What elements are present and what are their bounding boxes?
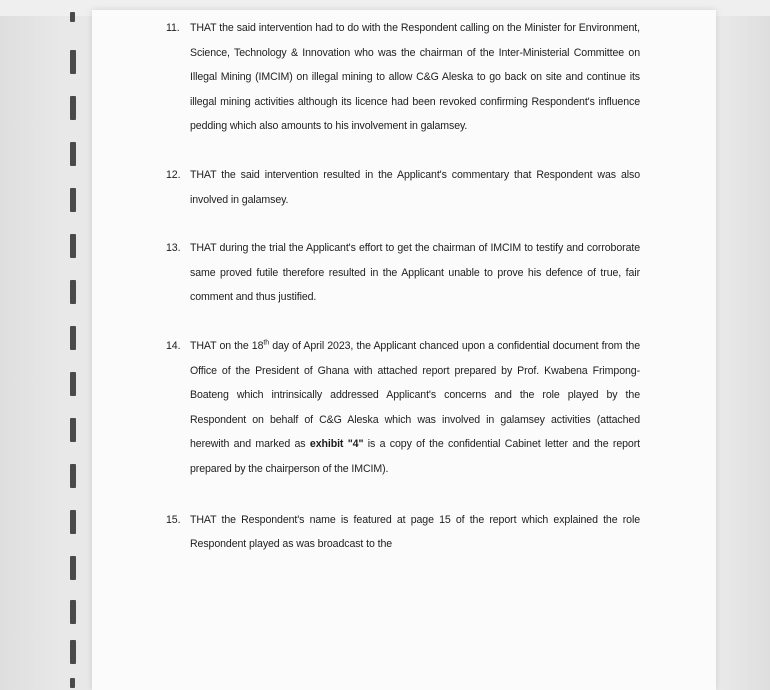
- paragraph-text: THAT the Respondent's name is featured at page 15 of the report which explained the role Respondent played as was broadcast to the: [190, 513, 640, 551]
- binding-mark: [70, 556, 76, 580]
- binding-mark: [70, 678, 75, 688]
- binding-mark: [70, 600, 76, 624]
- paragraph-13: [166, 236, 640, 310]
- paragraph-gap: [166, 212, 640, 236]
- paragraph-number: 11.: [166, 22, 180, 34]
- paragraph-text: THAT during the trial the Applicant's effort to get the chairman of IMCIM to testify and corroborate same proved futile therefore resulted in the Applicant unable to prove his defence of true, fair comment and thus justified.: [190, 242, 640, 304]
- paragraph-15: [166, 508, 640, 557]
- exhibit-reference: exhibit "4": [309, 438, 364, 451]
- paragraph-gap: [166, 310, 640, 334]
- paragraph-number: 13.: [166, 242, 181, 255]
- binding-mark: [70, 326, 76, 350]
- ordinal-suffix: th: [263, 339, 270, 347]
- binding-mark: [70, 234, 76, 258]
- binding-mark: [70, 142, 76, 166]
- paragraph-text: THAT the said intervention resulted in the Applicant's commentary that Respondent was also involved in galamsey.: [190, 168, 640, 206]
- paragraph-number: 14.: [166, 339, 181, 352]
- paragraph-text-middle: day of April 2023, the Applicant chanced upon a confidential document from the Office of the President of Ghana with attached report prepared by Prof. Kwabena Frimpong-Boateng which intrinsically addressed Applicant's concerns and the role played by the Respondent on behalf of C&G Aleska which was involved in galamsey activities (attached herewith and marked as: [190, 339, 641, 451]
- paragraph-number: 12.: [166, 168, 181, 181]
- paragraph-text: THAT the said intervention had to do with the Respondent calling on the Minister for Environment, Science, Technology & Innovation who was the chairman of the Inter-Ministerial Committee on Illegal Mining (IMCIM) on illegal mining to allow C&G Aleska to go back on site and continue its illegal mining activities although its licence had been revoked confirming Respondent's influence pedding which also amounts to his involvement in galamsey.: [190, 22, 640, 133]
- paragraph-12: [166, 163, 640, 212]
- spiral-binding: [64, 10, 94, 690]
- binding-mark: [70, 372, 76, 396]
- paragraph-gap: [166, 482, 640, 508]
- binding-mark: [70, 12, 75, 22]
- binding-mark: [70, 188, 76, 212]
- document-text: [166, 16, 640, 557]
- paragraph-text-end: is a copy of the confidential Cabinet letter and the report prepared by the chairperson of the IMCIM).: [190, 438, 640, 475]
- paragraph-11: [166, 16, 640, 139]
- paragraph-text-start: THAT on the 18: [190, 339, 264, 352]
- binding-mark: [70, 464, 76, 488]
- binding-mark: [70, 418, 76, 442]
- paragraph-14: [166, 334, 640, 482]
- paragraph-gap: [166, 139, 640, 163]
- binding-mark: [70, 640, 76, 664]
- binding-mark: [70, 50, 76, 74]
- binding-mark: [70, 510, 76, 534]
- binding-mark: [70, 96, 76, 120]
- paragraph-number: 15.: [166, 513, 181, 526]
- binding-mark: [70, 280, 76, 304]
- paragraph-text: [166, 334, 640, 482]
